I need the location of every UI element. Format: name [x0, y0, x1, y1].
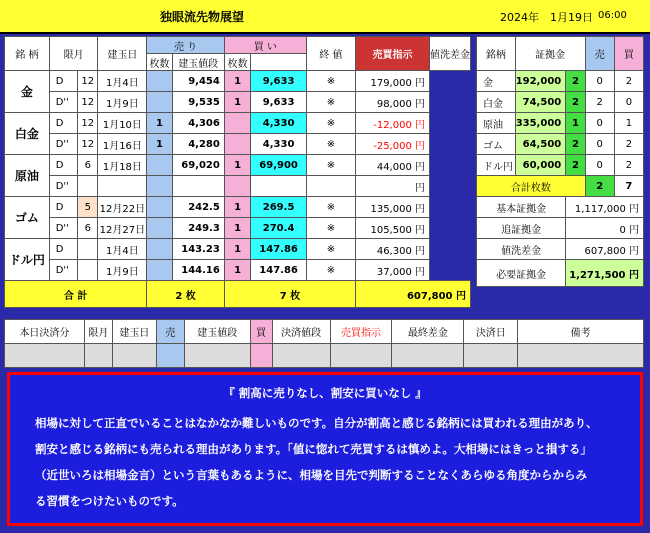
row-pl: -12,000 円: [356, 113, 430, 134]
row-close: [251, 176, 306, 197]
row-month: 6: [78, 155, 98, 176]
side-header-uri: 売: [585, 37, 614, 71]
row-month: 12: [78, 71, 98, 92]
settle-header: 決済日: [464, 320, 518, 344]
row-close: 9,633: [251, 71, 306, 92]
message-title: 『 割高に売りなし、割安に買いなし 』: [223, 386, 427, 400]
row-sell-count: [147, 218, 172, 239]
page-title: 独眼流先物展望: [160, 10, 245, 24]
side-header-meigara: 銘柄: [477, 37, 516, 71]
total-label: 合 計: [5, 281, 147, 308]
side-header-shokokin: 証拠金: [515, 37, 585, 71]
side-total-buy: 7: [614, 176, 643, 197]
margin-name: 原油: [477, 113, 516, 134]
margin-buy: 2: [614, 71, 643, 92]
row-date: 1月18日: [98, 155, 147, 176]
margin-buy: 0: [614, 92, 643, 113]
side-header-kai: 買: [614, 37, 643, 71]
row-month: [78, 176, 98, 197]
header-sagaku: 値洗差金: [430, 37, 471, 71]
row-date: 1月10日: [98, 113, 147, 134]
row-price: 144.16: [172, 260, 224, 281]
row-close: 4,330: [251, 134, 306, 155]
summary-row: [477, 197, 644, 218]
row-type: D: [49, 239, 77, 260]
row-instruction: ※: [306, 239, 355, 260]
row-type: D: [49, 155, 77, 176]
summary-value: 1,271,500 円: [566, 260, 644, 287]
message-line-3: （近世いろは相場金言）という言葉もあるように、相場を目先で判断することなくあらゆる角度からからみ: [35, 468, 587, 482]
table-row: [5, 113, 471, 134]
table-row: [5, 176, 471, 197]
row-date: 1月16日: [98, 134, 147, 155]
settle-header: 決済値段: [272, 320, 330, 344]
row-instruction: ※: [306, 134, 355, 155]
margin-row: [477, 155, 644, 176]
header-sell-maisu: 枚数: [147, 54, 172, 71]
table-row: [5, 71, 471, 92]
total-sell: 2 枚: [147, 281, 224, 308]
settle-cell[interactable]: [250, 344, 272, 368]
row-pl: 98,000 円: [356, 92, 430, 113]
row-sell-count: [147, 197, 172, 218]
row-close: 269.5: [251, 197, 306, 218]
margin-buy: 2: [614, 134, 643, 155]
row-date: 1月9日: [98, 92, 147, 113]
margin-count: 1: [566, 113, 585, 134]
side-total-row: [477, 176, 644, 197]
row-date: 1月9日: [98, 260, 147, 281]
row-buy-count: [224, 113, 251, 134]
table-row: [5, 92, 471, 113]
settlement-empty-row: [5, 344, 644, 368]
margin-name: ドル円: [477, 155, 516, 176]
margin-row: [477, 134, 644, 155]
row-price: 143.23: [172, 239, 224, 260]
header-time: 06:00: [598, 10, 627, 21]
side-total-label: 合計枚数: [477, 176, 586, 197]
settle-cell[interactable]: [5, 344, 85, 368]
summary-value: 607,800 円: [566, 239, 644, 260]
row-type: D'': [49, 176, 77, 197]
positions-table: [4, 36, 471, 308]
settle-header: 建玉値段: [184, 320, 250, 344]
margin-header-row: [477, 37, 644, 71]
settle-cell[interactable]: [272, 344, 330, 368]
header-date: 2024年 1月19日: [500, 11, 593, 24]
margin-sell: 0: [585, 71, 614, 92]
row-instruction: ※: [306, 71, 355, 92]
header-gengetsu: 限月: [49, 37, 98, 71]
row-month: 12: [78, 113, 98, 134]
settle-cell[interactable]: [112, 344, 156, 368]
summary-row: [477, 239, 644, 260]
row-instruction: ※: [306, 92, 355, 113]
margin-sell: 0: [585, 113, 614, 134]
settle-cell[interactable]: [518, 344, 644, 368]
header-meigara: 銘 柄: [5, 37, 50, 71]
row-type: D: [49, 197, 77, 218]
group-name: 原油: [5, 155, 50, 197]
row-close: 147.86: [251, 260, 306, 281]
row-pl: 円: [356, 176, 430, 197]
row-type: D: [49, 71, 77, 92]
row-pl: 37,000 円: [356, 260, 430, 281]
margin-buy: 2: [614, 155, 643, 176]
row-instruction: ※: [306, 218, 355, 239]
row-date: 12月22日: [98, 197, 147, 218]
table-row: [5, 155, 471, 176]
table-row: [5, 260, 471, 281]
settle-header: 売: [156, 320, 184, 344]
header-buy-maisu: 枚数: [224, 54, 251, 71]
row-close: 69,900: [251, 155, 306, 176]
row-sell-count: 1: [147, 113, 172, 134]
row-sell-count: [147, 71, 172, 92]
margin-buy: 1: [614, 113, 643, 134]
table-row: [5, 134, 471, 155]
group-name: 金: [5, 71, 50, 113]
row-sell-count: [147, 92, 172, 113]
margin-count: 2: [566, 92, 585, 113]
row-buy-count: 1: [224, 155, 251, 176]
settle-header: 備考: [518, 320, 644, 344]
summary-value: 0 円: [566, 218, 644, 239]
margin-sell: 2: [585, 92, 614, 113]
row-month: [78, 260, 98, 281]
message-line-4: る習慣をつけたいものです。: [35, 494, 184, 508]
row-buy-count: 1: [224, 197, 251, 218]
row-date: 1月4日: [98, 71, 147, 92]
row-month: 6: [78, 218, 98, 239]
margin-value: 64,500: [515, 134, 566, 155]
table-row: [5, 218, 471, 239]
summary-label: 基本証拠金: [477, 197, 566, 218]
total-pl: 607,800 円: [356, 281, 471, 308]
row-price: 69,020: [172, 155, 224, 176]
group-name: ゴム: [5, 197, 50, 239]
margin-name: 白金: [477, 92, 516, 113]
message-line-2: 割安と感じる銘柄にも売られる理由があります。「値に惚れて売買するは慎めよ。大相場にはきっと損する」: [35, 442, 592, 456]
margin-value: 74,500: [515, 92, 566, 113]
row-pl: 135,000 円: [356, 197, 430, 218]
row-instruction: ※: [306, 260, 355, 281]
margin-value: 60,000: [515, 155, 566, 176]
summary-label: 値洗差金: [477, 239, 566, 260]
settlement-header-row: [5, 320, 644, 344]
header-kai: 買 い: [224, 37, 306, 54]
settle-header: 限月: [84, 320, 112, 344]
row-buy-count: [224, 134, 251, 155]
row-pl: 105,500 円: [356, 218, 430, 239]
settle-header: 買: [250, 320, 272, 344]
row-close: 9,633: [251, 92, 306, 113]
row-instruction: ※: [306, 197, 355, 218]
settle-header: 最終差金: [392, 320, 464, 344]
header-tatene-dummy: [251, 54, 306, 71]
margin-value: 335,000: [515, 113, 566, 134]
row-date: [98, 176, 147, 197]
row-close: 4,330: [251, 113, 306, 134]
summary-value: 1,117,000 円: [566, 197, 644, 218]
margin-row: [477, 71, 644, 92]
row-type: D'': [49, 92, 77, 113]
settle-cell[interactable]: [184, 344, 250, 368]
margin-row: [477, 92, 644, 113]
row-month: [78, 239, 98, 260]
row-price: 249.3: [172, 218, 224, 239]
margin-sell: 0: [585, 134, 614, 155]
margin-row: [477, 113, 644, 134]
row-buy-count: 1: [224, 260, 251, 281]
group-name: ドル円: [5, 239, 50, 281]
header-uri: 売 り: [147, 37, 224, 54]
row-close: 270.4: [251, 218, 306, 239]
row-month: 12: [78, 134, 98, 155]
row-buy-count: 1: [224, 218, 251, 239]
header-tatebi: 建玉日: [98, 37, 147, 71]
row-type: D'': [49, 260, 77, 281]
total-buy: 7 枚: [224, 281, 355, 308]
row-sell-count: [147, 155, 172, 176]
margin-name: ゴム: [477, 134, 516, 155]
summary-label: 必要証拠金: [477, 260, 566, 287]
row-type: D'': [49, 134, 77, 155]
row-pl: 46,300 円: [356, 239, 430, 260]
header-baibai: 売買指示: [356, 37, 430, 71]
margin-count: 2: [566, 71, 585, 92]
row-sell-count: [147, 239, 172, 260]
header-owarine: 終 値: [306, 37, 355, 71]
row-instruction: [306, 176, 355, 197]
row-buy-count: 1: [224, 92, 251, 113]
settle-cell[interactable]: [84, 344, 112, 368]
row-pl: -25,000 円: [356, 134, 430, 155]
margin-count: 2: [566, 155, 585, 176]
side-total-sell: 2: [585, 176, 614, 197]
row-buy-count: [224, 176, 251, 197]
summary-row: [477, 260, 644, 287]
row-sell-count: 1: [147, 134, 172, 155]
settle-cell[interactable]: [464, 344, 518, 368]
row-price: 4,306: [172, 113, 224, 134]
row-type: D'': [49, 218, 77, 239]
message-line-1: 相場に対して正直でいることはなかなか難しいものです。自分が割高と感じる銘柄には買われる理由があり、: [35, 416, 598, 430]
row-pl: 44,000 円: [356, 155, 430, 176]
margin-name: 金: [477, 71, 516, 92]
row-close: 147.86: [251, 239, 306, 260]
row-pl: 179,000 円: [356, 71, 430, 92]
settle-header: 売買指示: [330, 320, 392, 344]
row-sell-count: [147, 176, 172, 197]
summary-row: [477, 218, 644, 239]
row-sell-count: [147, 260, 172, 281]
row-instruction: ※: [306, 113, 355, 134]
margin-count: 2: [566, 134, 585, 155]
margin-sell: 0: [585, 155, 614, 176]
header-tatene: 建玉値段: [172, 54, 224, 71]
settlement-table: [4, 319, 644, 368]
row-date: 12月27日: [98, 218, 147, 239]
table-header-row: [5, 37, 471, 54]
table-row: [5, 239, 471, 260]
row-price: 9,454: [172, 71, 224, 92]
settle-cell[interactable]: [392, 344, 464, 368]
summary-label: 追証拠金: [477, 218, 566, 239]
group-name: 白金: [5, 113, 50, 155]
row-price: 242.5: [172, 197, 224, 218]
row-instruction: ※: [306, 155, 355, 176]
row-type: D: [49, 113, 77, 134]
row-date: 1月4日: [98, 239, 147, 260]
row-month: 5: [78, 197, 98, 218]
row-price: 9,535: [172, 92, 224, 113]
settle-cell[interactable]: [156, 344, 184, 368]
settle-header: 本日決済分: [5, 320, 85, 344]
settle-cell[interactable]: [330, 344, 392, 368]
row-buy-count: 1: [224, 239, 251, 260]
margin-value: 192,000: [515, 71, 566, 92]
message-box: [7, 372, 643, 526]
settle-header: 建玉日: [112, 320, 156, 344]
row-month: 12: [78, 92, 98, 113]
table-row: [5, 197, 471, 218]
margin-table: [476, 36, 644, 287]
total-row: [5, 281, 471, 308]
row-buy-count: 1: [224, 71, 251, 92]
row-price: [172, 176, 224, 197]
row-price: 4,280: [172, 134, 224, 155]
